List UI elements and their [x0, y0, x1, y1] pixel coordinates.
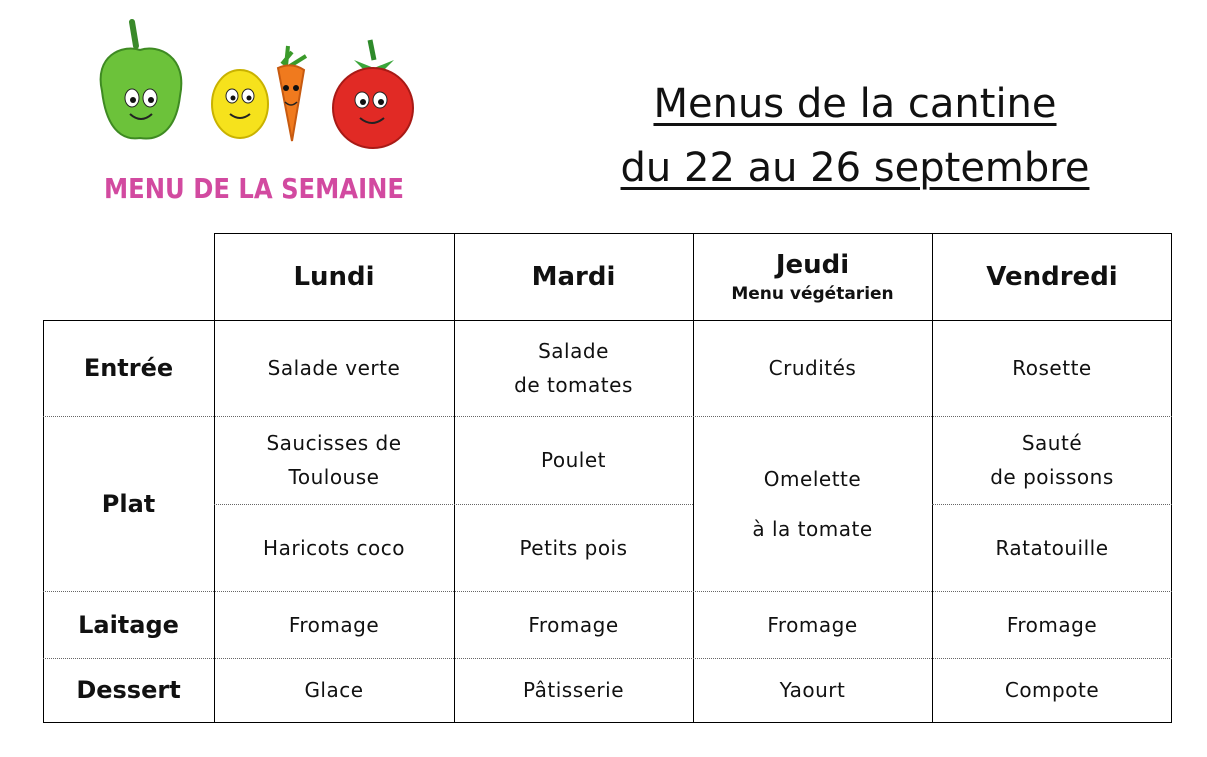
title-line-1: Menus de la cantine — [653, 81, 1057, 127]
dish-cell: Fromage — [288, 612, 380, 637]
dish-cell — [932, 320, 1172, 416]
day-header-lundi — [214, 233, 454, 320]
dish-cell — [214, 504, 454, 591]
day-name: Jeudi — [775, 249, 850, 280]
row-label-entree: Entrée — [83, 354, 174, 382]
dish-cell — [693, 320, 932, 416]
dish-cell: Yaourt — [779, 678, 846, 702]
dish-cell: Compote — [1004, 678, 1100, 702]
dish-text: Poulet — [541, 448, 606, 472]
dish-text: Crudités — [768, 356, 857, 380]
day-name: Lundi — [293, 261, 375, 292]
dish-text: Sauté — [1021, 431, 1083, 455]
dish-cell — [454, 320, 693, 416]
dish-cell — [214, 320, 454, 416]
dish-cell: Fromage — [528, 612, 619, 637]
dish-cell — [454, 504, 693, 591]
dish-cell — [693, 416, 932, 591]
day-header-mardi — [454, 233, 693, 320]
lemon-icon — [212, 70, 268, 138]
dish-text: Toulouse — [288, 465, 380, 489]
dish-text: Salade verte — [267, 356, 401, 380]
menu-de-la-semaine-logo — [92, 16, 422, 211]
day-header-vendredi — [932, 233, 1172, 320]
dish-cell: Pâtisserie — [522, 678, 625, 702]
tomato-icon — [333, 40, 413, 148]
dish-cell — [932, 504, 1172, 591]
title-line-2: du 22 au 26 septembre — [620, 145, 1090, 191]
dish-cell — [454, 416, 693, 504]
day-name: Mardi — [531, 261, 616, 292]
dish-cell — [932, 416, 1172, 504]
dish-cell: Fromage — [1006, 612, 1098, 637]
dish-text: Petits pois — [519, 535, 628, 560]
dish-cell: Fromage — [767, 612, 858, 637]
row-label-plat: Plat — [101, 489, 156, 518]
carrot-icon — [278, 46, 306, 141]
dish-cell — [214, 416, 454, 504]
day-subtitle: Menu végétarien — [731, 283, 894, 304]
dish-text: Haricots coco — [263, 535, 405, 560]
dish-text: de poissons — [990, 465, 1114, 489]
dish-text: Salade — [538, 339, 609, 363]
dish-cell: Glace — [304, 678, 364, 702]
page-title — [590, 72, 1120, 200]
dish-text: Ratatouille — [995, 535, 1109, 560]
dish-text: à la tomate — [752, 516, 873, 541]
logo-caption: MENU DE LA SEMAINE — [104, 172, 404, 205]
dish-text: de tomates — [514, 373, 633, 397]
day-name: Vendredi — [986, 261, 1118, 292]
dish-text: Rosette — [1012, 356, 1092, 380]
row-label-laitage: Laitage — [78, 610, 179, 639]
day-header-jeudi — [693, 233, 932, 320]
green-pepper-icon — [101, 22, 182, 139]
dish-text: Omelette — [763, 466, 862, 491]
row-label-dessert: Dessert — [76, 676, 181, 704]
dish-text: Saucisses de — [266, 431, 402, 455]
